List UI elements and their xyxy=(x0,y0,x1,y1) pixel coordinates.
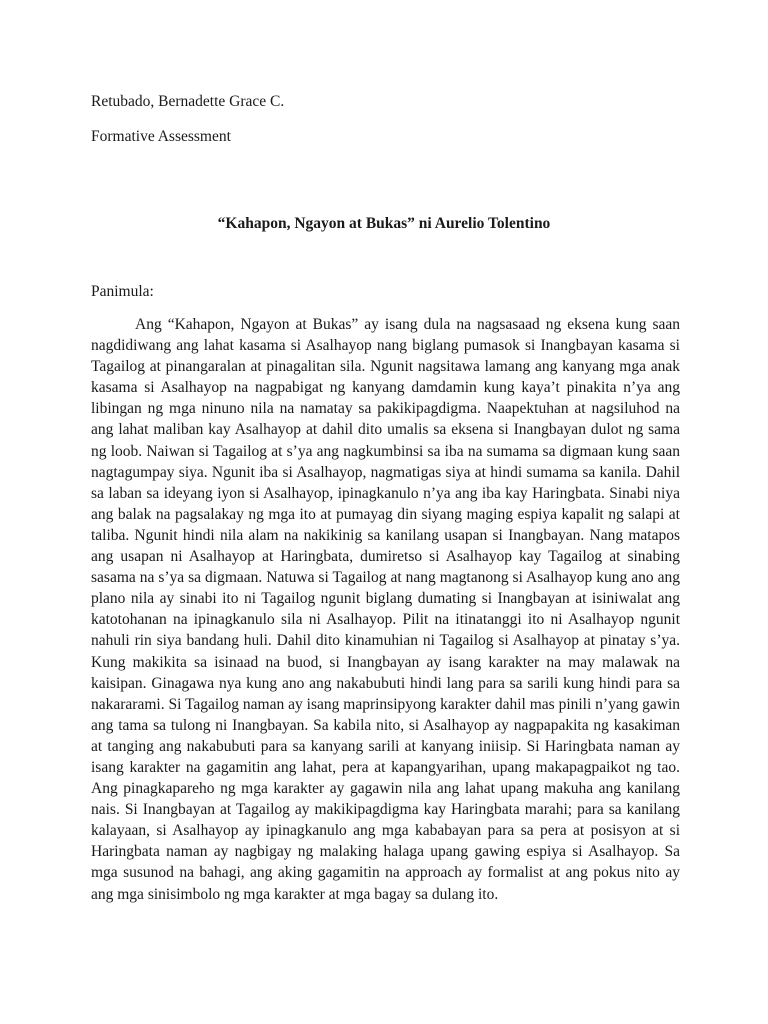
section-heading: Panimula: xyxy=(91,283,154,300)
author-name: Retubado, Bernadette Grace C. xyxy=(91,93,285,110)
body-paragraph: Ang “Kahapon, Ngayon at Bukas” ay isang dula na nagsasaad ng eksena kung saan nagdidiwang ang lahat kasama si Asalhayop nang biglang pumasok si Inangbayan kasama si Tagailog at pinangaralan at pinagalitan sila. Ngunit nagsitawa lamang ang kanyang mga anak kasama si Asalhayop na nagpabigat ng kanyang damdamin kung kaya’t pinakita n’ya ang libingan ng mga ninuno nila na namatay sa pakikipagdigma. Naapektuhan at nagsiluhod na ang lahat maliban kay Asalhayop at dahil dito umalis sa eksena si Inangbayan dulot ng sama ng loob. Naiwan si Tagailog at s’ya ang nagkumbinsi sa iba na sumama sa digmaan kung saan nagtagumpay siya. Ngunit iba si Asalhayop, nagmatigas siya at hindi sumama sa kanila. Dahil sa laban sa ideyang iyon si Asalhayop, ipinagkanulo n’ya ang iba kay Haringbata. Sinabi niya ang balak na pagsalakay ng mga ito at pumayag din siyang maging espiya kapalit ng salapi at taliba. Ngunit hindi nila alam na nakikinig sa kanilang usapan si Inangbayan. Nang matapos ang usapan ni Asalhayop at Haringbata, dumiretso si Asalhayop kay Tagailog at sinabing sasama na s’ya sa digmaan. Natuwa si Tagailog at nang magtanong si Asalhayop kung ano ang plano nila ay sinabi ito ni Tagailog ngunit biglang dumating si Inangbayan at isiniwalat ang katotohanan na ipinagkanulo sila ni Asalhayop. Pilit na itinatanggi ito ni Asalhayop ngunit nahuli rin siya bandang huli. Dahil dito kinamuhian ni Tagailog si Asalhayop at pinatay s’ya. Kung makikita sa isinaad na buod, si Inangbayan ay isang karakter na may malawak na kaisipan. Ginagawa nya kung ano ang nakabubuti hindi lang para sa sarili kung hindi para sa nakararami. Si Tagailog naman ay isang maprinsipyong karakter dahil mas pinili n’yang gawin ang tama sa tulong ni Inangbayan. Sa kabila nito, si Asalhayop ay nagpapakita ng kasakiman at tanging ang nakabubuti para sa kanyang sarili at kanyang iniisip. Si Haringbata naman ay isang karakter na gagamitin ang lahat, pera at kapangyarihan, upang makapagpaikot ng tao. Ang pinagkapareho ng mga karakter ay gagawin nila ang lahat upang makuha ang kanilang nais. Si Inangbayan at Tagailog ay makikipagdigma kay Haringbata marahi; para sa kanilang kalayaan, si Asalhayop ay ipinagkanulo ang mga kababayan para sa pera at posisyon at si Haringbata naman ay nagbigay ng malaking halaga upang gawing espiya si Asalhayop. Sa mga susunod na bahagi, ang aking gagamitin na approach ay formalist at ang pokus nito ay ang mga sinisimbolo ng mga karakter at mga bagay sa dulang ito. xyxy=(91,316,680,903)
assessment-type: Formative Assessment xyxy=(91,128,231,145)
document-title: “Kahapon, Ngayon at Bukas” ni Aurelio Tolentino xyxy=(217,215,551,232)
